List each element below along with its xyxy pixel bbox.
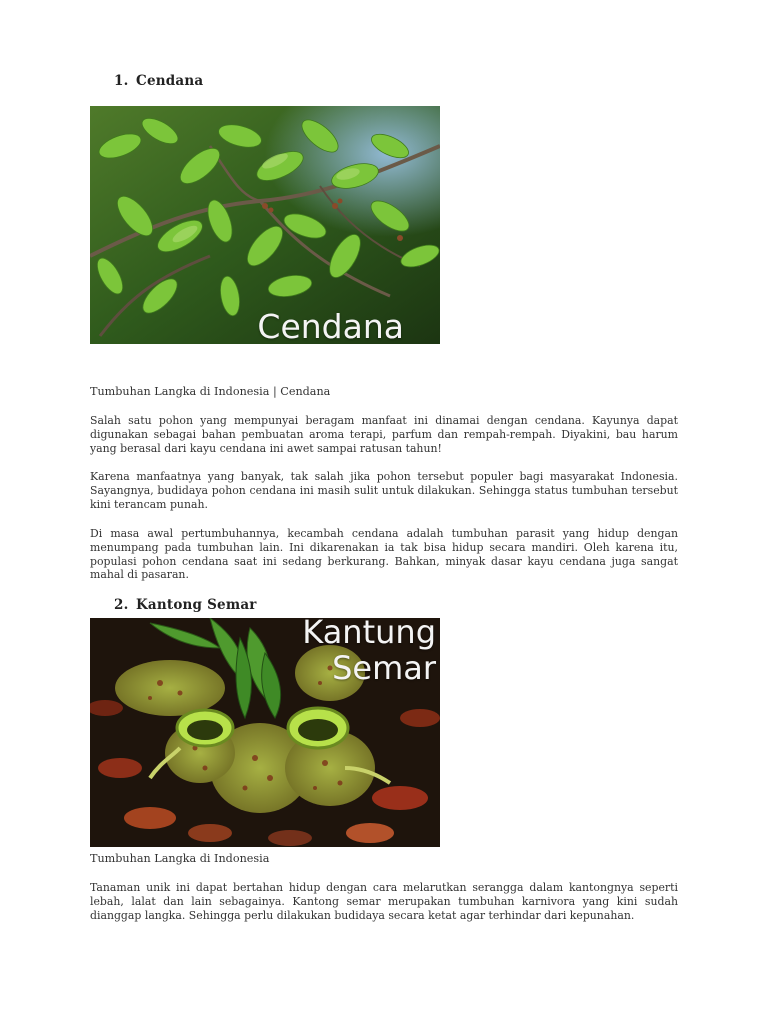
section-heading-cendana [114, 73, 203, 89]
section-number: 1. [114, 73, 129, 89]
photo-label-line-2: Semar [332, 649, 436, 687]
section-number: 2. [114, 597, 129, 613]
kantong-semar-paragraph-1: Tanaman unik ini dapat bertahan hidup dengan cara melarutkan serangga dalam kantongnya seperti lebah, lalat dan lain sebagainya. Kantong semar merupakan tumbuhan karnivora yang kini sudah dianggap langka. Sehingga perlu dilakukan budidaya secara ketat agar terhindar dari kepunahan. [90, 881, 678, 922]
cendana-paragraph-1: Salah satu pohon yang mempunyai beragam manfaat ini dinamai dengan cendana. Kayunya dapat digunakan sebagai bahan pembuatan aroma terapi, parfum dan rempah-rempah. Diyakini, bau harum yang berasal dari kayu cendana ini awet sampai ratusan tahun! [90, 414, 678, 455]
kantong-semar-caption: Tumbuhan Langka di Indonesia [90, 852, 270, 865]
kantong-semar-photo [90, 618, 440, 847]
cendana-paragraph-3: Di masa awal pertumbuhannya, kecambah cendana adalah tumbuhan parasit yang hidup dengan menumpang pada tumbuhan lain. Ini dikarenakan ia tak bisa hidup secara mandiri. Oleh karena itu, populasi pohon cendana saat ini sedang berkurang. Bahkan, minyak dasar kayu cendana juga sangat mahal di pasaran. [90, 527, 678, 582]
cendana-caption: Tumbuhan Langka di Indonesia | Cendana [90, 385, 331, 398]
section-title: Cendana [136, 73, 204, 89]
kantong-semar-photo-label [302, 618, 436, 686]
section-title: Kantong Semar [136, 597, 257, 613]
section-heading-kantong-semar [114, 597, 257, 613]
cendana-paragraph-2: Karena manfaatnya yang banyak, tak salah jika pohon tersebut populer bagi masyarakat Indonesia. Sayangnya, budidaya pohon cendana ini masih sulit untuk dilakukan. Sehingga status tumbuhan tersebut kini terancam punah. [90, 470, 678, 511]
cendana-photo-label: Cendana [257, 307, 404, 344]
cendana-photo [90, 106, 440, 344]
photo-label-line-1: Kantung [302, 618, 436, 651]
